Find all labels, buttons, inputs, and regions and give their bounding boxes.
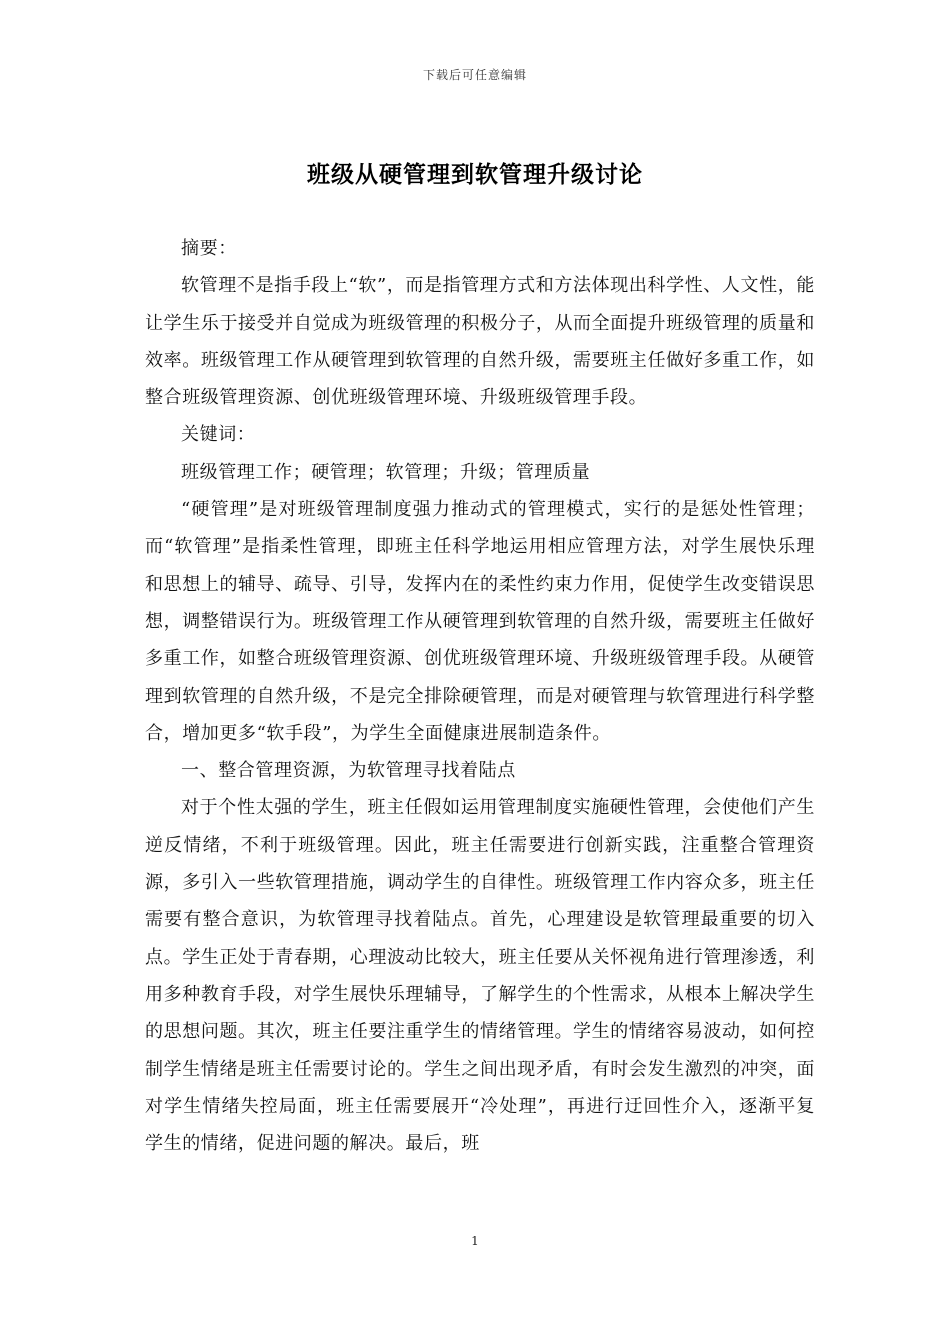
- keywords-paragraph: 班级管理工作；硬管理；软管理；升级；管理质量: [181, 461, 591, 483]
- section-paragraph: 对于个性太强的学生，班主任假如运用管理制度实施硬性管理，会使他们产生逆反情绪，不利于班级管理。因此，班主任需要进行创新实践，注重整合管理资源，多引入一些软管理措施，调动学生的自律性。班级管理工作内容众多，班主任需要有整合意识，为软管理寻找着陆点。首先，心理建设是软管理最重要的切入点。学生正处于青春期，心理波动比较大，班主任要从关怀视角进行管理渗透，利用多种教育手段，对学生展快乐理辅导，了解学生的个性需求，从根本上解决学生的思想问题。其次，班主任要注重学生的情绪管理。学生的情绪容易波动，如何控制学生情绪是班主任需要讨论的。学生之间出现矛盾，有时会发生激烈的冲突，面对学生情绪失控局面，班主任需要展开“冷处理”，再进行迂回性介入，逐渐平复学生的情绪，促进问题的解决。最后，班: [145, 797, 815, 1155]
- header-note: 下载后可任意编辑: [422, 68, 527, 82]
- abstract-paragraph: 软管理不是指手段上“软”，而是指管理方式和方法体现出科学性、人文性，能让学生乐于接受并自觉成为班级管理的积极分子，从而全面提升班级管理的质量和效率。班级管理工作从硬管理到软管理的自然升级，需要班主任做好多重工作，如整合班级管理资源、创优班级管理环境、升级班级管理手段。: [145, 275, 815, 409]
- intro-paragraph: “硬管理”是对班级管理制度强力推动式的管理模式，实行的是惩处性管理；而“软管理”是指柔性管理，即班主任科学地运用相应管理方法，对学生展快乐理和思想上的辅导、疏导、引导，发挥内在的柔性约束力作用，促使学生改变错误思想，调整错误行为。班级管理工作从硬管理到软管理的自然升级，需要班主任做好多重工作，如整合班级管理资源、创优班级管理环境、升级班级管理手段。从硬管理到软管理的自然升级，不是完全排除硬管理，而是对硬管理与软管理进行科学整合，增加更多“软手段”，为学生全面健康进展制造条件。: [145, 499, 815, 744]
- page-number: 1: [471, 1234, 479, 1248]
- document-body: [145, 230, 815, 1162]
- document-title: 班级从硬管理到软管理升级讨论: [307, 161, 643, 188]
- section-heading: 一、整合管理资源，为软管理寻找着陆点: [181, 760, 516, 782]
- keywords-label: 关键词：: [181, 424, 256, 446]
- abstract-label: 摘要：: [181, 238, 237, 259]
